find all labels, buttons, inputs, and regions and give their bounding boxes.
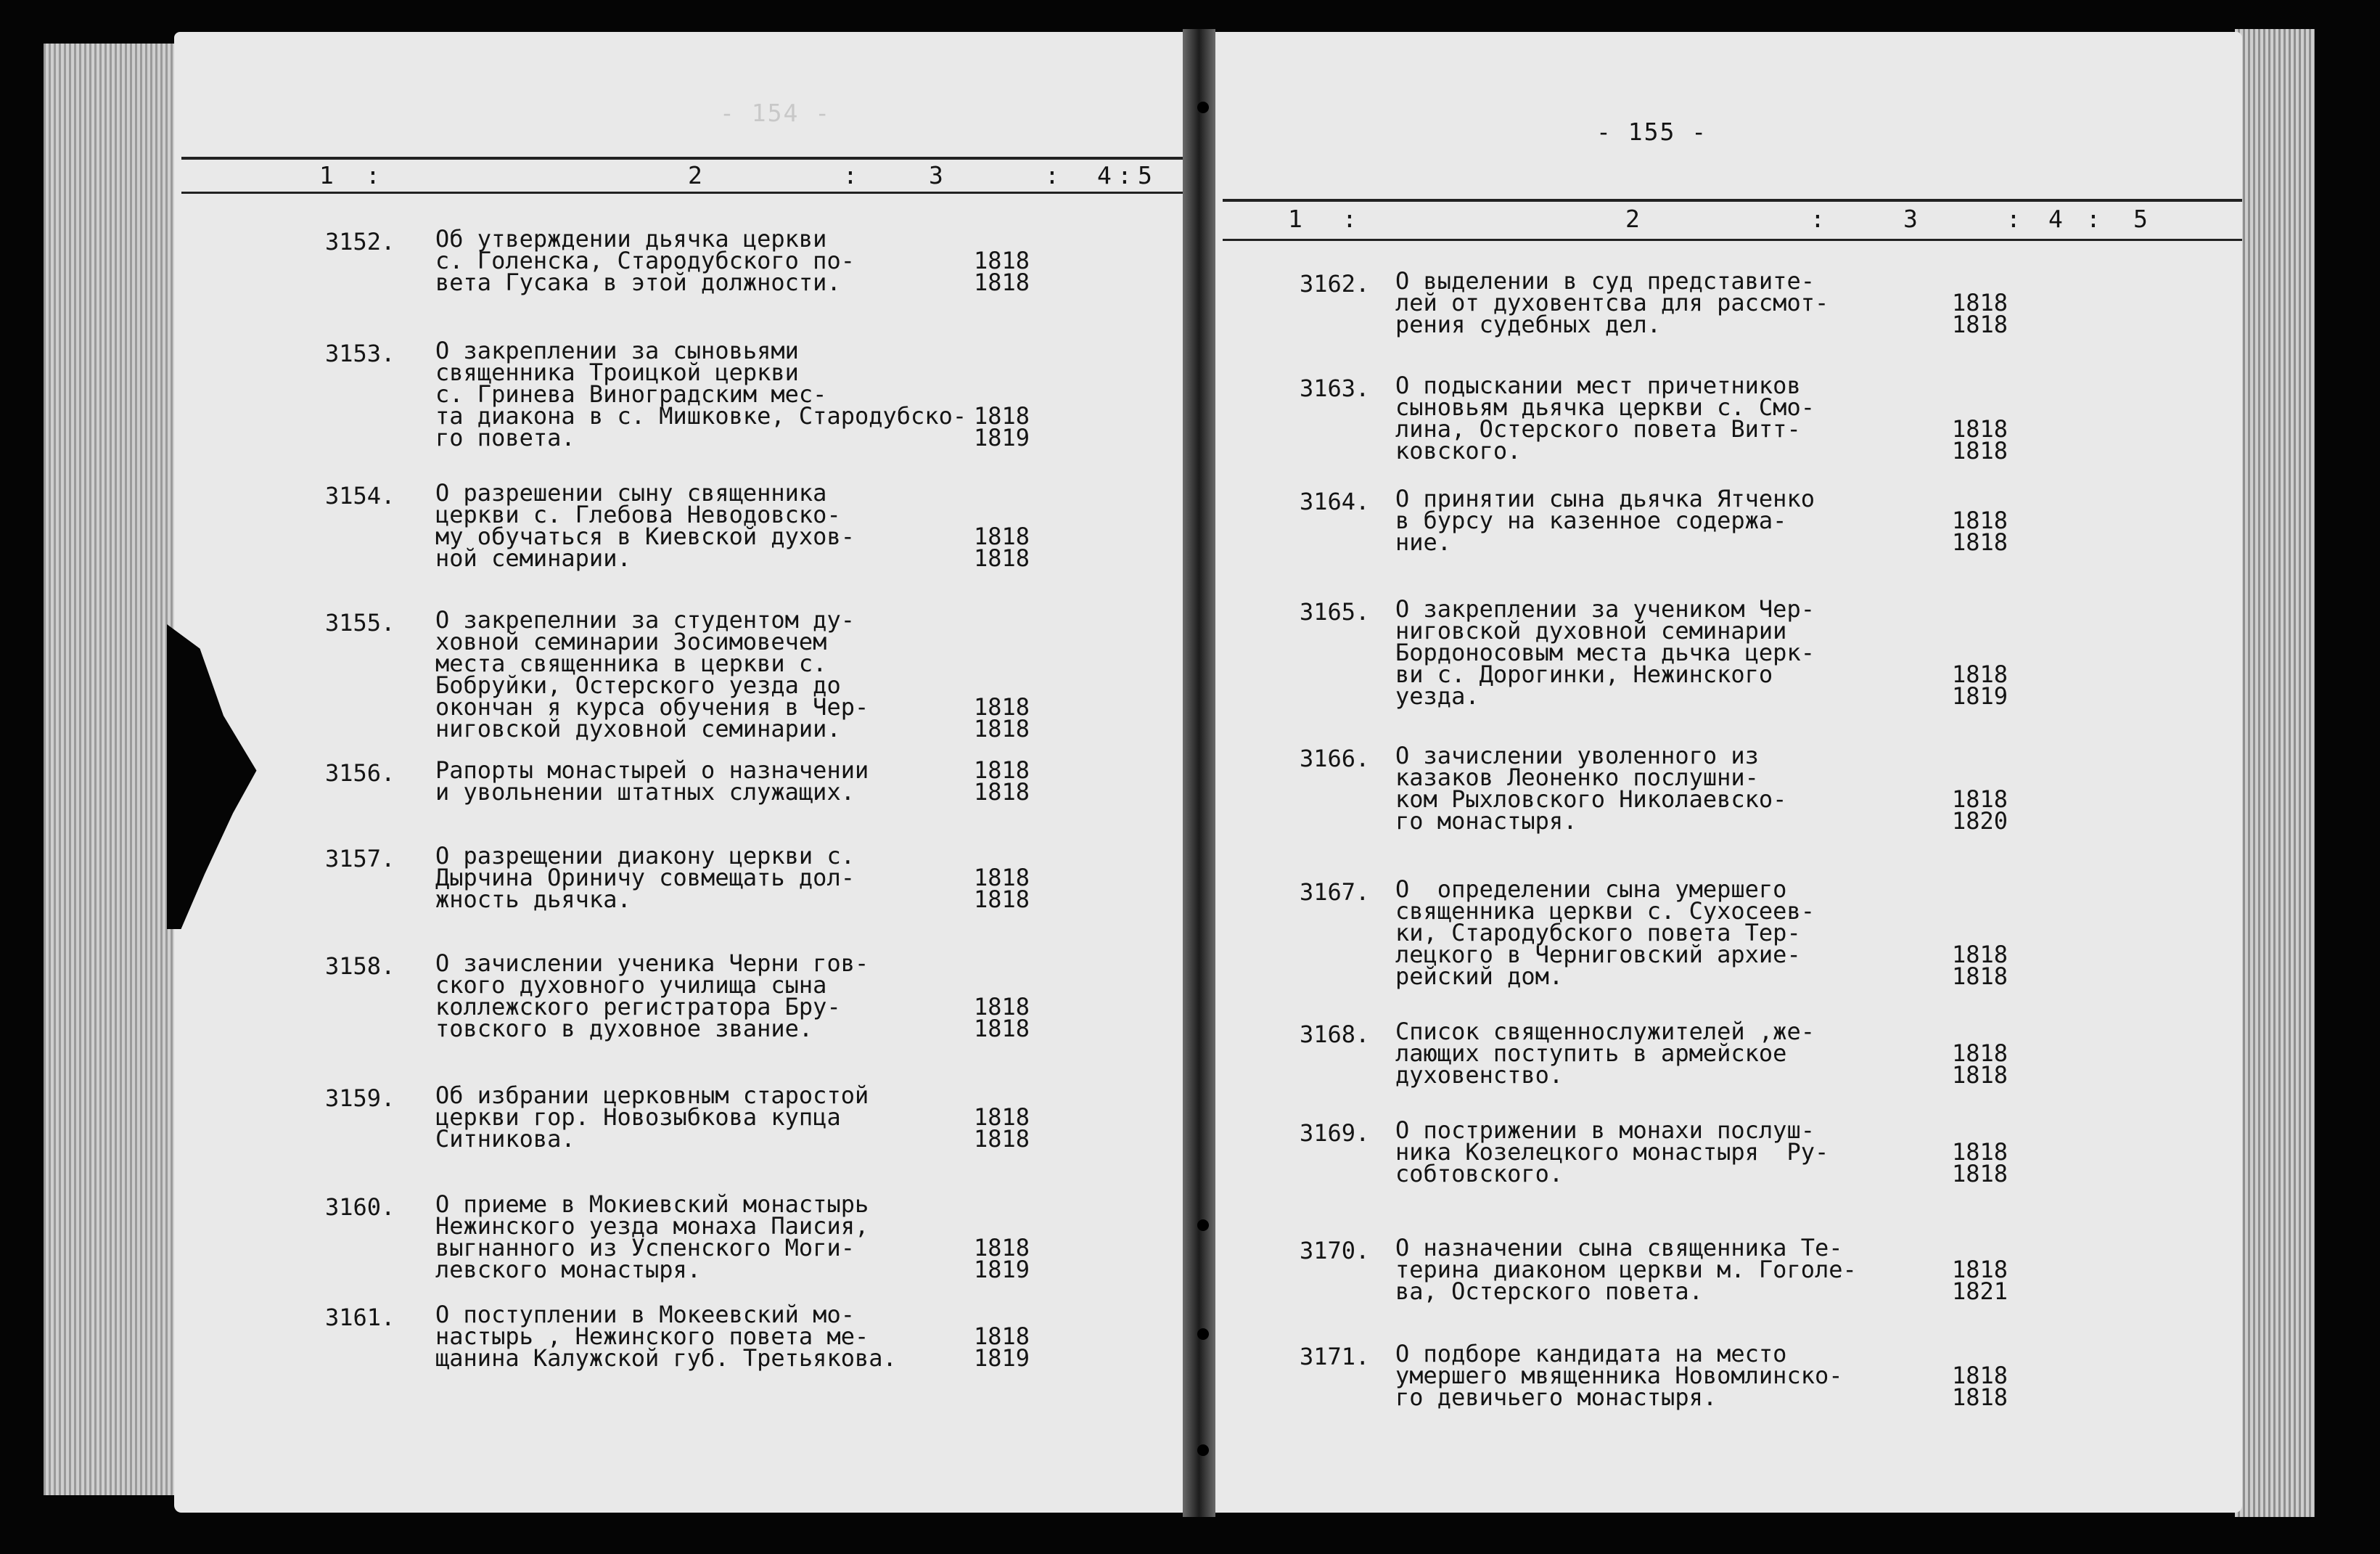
entry-text-line: лающих поступить в армейское <box>1395 1039 1787 1067</box>
entry-start-year: 1818 <box>974 693 1030 721</box>
entry-start-year: 1818 <box>974 523 1030 550</box>
entry-text-line: ви с. Дорогинки, Нежинского <box>1395 661 1773 688</box>
entry-number: 3154. <box>325 482 395 510</box>
entry-text-line: священника Троицкой церкви <box>435 359 799 386</box>
column-header-3: 3 <box>1903 205 1918 233</box>
register-entry <box>325 1081 1061 1157</box>
entry-text-line: ского духовного училища сына <box>435 971 827 999</box>
entry-start-year: 1818 <box>974 1322 1030 1350</box>
entry-start-year: 1818 <box>1952 1256 2008 1283</box>
book-gutter <box>1183 29 1215 1517</box>
entry-end-year: 1818 <box>974 1125 1030 1153</box>
entry-text-line: О закреплении за сыновьями <box>435 337 799 364</box>
binding-hole <box>1197 1444 1209 1456</box>
entry-text-line: О зачислении ученика Черни гов- <box>435 949 869 977</box>
register-entry <box>1300 742 2039 839</box>
entry-number: 3162. <box>1300 270 1370 298</box>
entry-end-year: 1819 <box>974 1344 1030 1372</box>
entry-start-year: 1818 <box>1952 1138 2008 1166</box>
entry-text-line: рейский дом. <box>1395 962 1564 990</box>
entry-text-line: ние. <box>1395 528 1452 556</box>
entry-text-line: Об утверждении дьячка церкви <box>435 225 827 253</box>
header-rule-top <box>1223 199 2242 202</box>
register-entry <box>325 949 1061 1047</box>
entry-text-line: ва, Остерского повета. <box>1395 1277 1703 1305</box>
register-entry <box>1300 1234 2039 1309</box>
entry-number: 3171. <box>1300 1343 1370 1370</box>
entry-start-year: 1818 <box>974 993 1030 1021</box>
header-rule-bottom <box>181 192 1190 194</box>
entry-end-year: 1818 <box>1952 311 2008 338</box>
entry-start-year: 1818 <box>974 864 1030 891</box>
entry-text-line: О закрепелнии за студентом ду- <box>435 606 855 634</box>
entry-text-line: ки, Стародубского повета Тер- <box>1395 919 1801 946</box>
entry-start-year: 1818 <box>974 402 1030 430</box>
register-entry <box>1300 372 2039 469</box>
entry-end-year: 1821 <box>1952 1277 2008 1305</box>
entry-text-line: О выделении в суд представите- <box>1395 267 1815 295</box>
entry-number: 3166. <box>1300 745 1370 772</box>
header-rule-bottom <box>1223 239 2242 241</box>
entry-text-line: товского в духовное звание. <box>435 1015 813 1042</box>
entry-text-line: му обучаться в Киевской духов- <box>435 523 855 550</box>
header-rule-top <box>181 157 1190 160</box>
entry-start-year: 1818 <box>974 1103 1030 1131</box>
entry-text-line: ной семинарии. <box>435 544 631 572</box>
entry-number: 3167. <box>1300 878 1370 906</box>
entry-end-year: 1819 <box>974 424 1030 451</box>
entry-number: 3157. <box>325 845 395 872</box>
entry-number: 3159. <box>325 1084 395 1112</box>
entry-text-line: О разрешении сыну священника <box>435 479 827 507</box>
entry-text-line: умершего мвященника Новомлинско- <box>1395 1362 1843 1389</box>
entry-text-line: собтовского. <box>1395 1160 1564 1187</box>
register-entry <box>1300 1018 2039 1093</box>
entry-text-line: лей от духовентсва для рассмот- <box>1395 289 1829 316</box>
entry-text-line: коллежского регистратора Бру- <box>435 993 841 1021</box>
entry-start-year: 1818 <box>1952 785 2008 813</box>
entry-text-line: щанина Калужской губ. Третьякова. <box>435 1344 897 1372</box>
register-entry <box>325 479 1061 576</box>
entry-text-line: ника Козелецкого монастыря Ру- <box>1395 1138 1829 1166</box>
entry-end-year: 1818 <box>974 778 1030 806</box>
register-entry <box>325 606 1061 747</box>
column-header-2: 2 <box>688 161 702 189</box>
entry-text-line: окончан я курса обучения в Чер- <box>435 693 869 721</box>
entry-start-year: 1818 <box>1952 941 2008 968</box>
column-separator: : <box>1810 205 1825 233</box>
entry-end-year: 1818 <box>1952 962 2008 990</box>
entry-start-year: 1818 <box>974 1234 1030 1261</box>
entry-start-year: 1818 <box>1952 289 2008 316</box>
entry-start-year: 1818 <box>974 247 1030 274</box>
entry-text-line: церкви с. Глебова Неводовско- <box>435 501 841 528</box>
entry-end-year: 1818 <box>974 715 1030 743</box>
binding-hole <box>1197 1328 1209 1340</box>
entry-start-year: 1818 <box>1952 661 2008 688</box>
entry-text-line: настырь , Нежинского повета ме- <box>435 1322 869 1350</box>
entry-start-year: 1818 <box>1952 1039 2008 1067</box>
entry-text-line: го девичьего монастыря. <box>1395 1383 1718 1411</box>
left-page <box>174 32 1190 1513</box>
column-separator: : <box>2086 205 2101 233</box>
register-entry <box>325 1301 1061 1376</box>
page-number: - 154 - <box>720 99 832 127</box>
entry-text-line: О закреплении за учеником Чер- <box>1395 595 1815 623</box>
entry-number: 3168. <box>1300 1021 1370 1048</box>
entry-text-line: Рапорты монастырей о назначении <box>435 756 869 784</box>
entry-text-line: О назначении сына священника Те- <box>1395 1234 1843 1261</box>
binding-hole <box>1197 102 1209 113</box>
entry-text-line: та диакона в с. Мишковке, Стародубско- <box>435 402 967 430</box>
entry-text-line: терина диаконом церкви м. Гоголе- <box>1395 1256 1857 1283</box>
entry-text-line: церкви гор. Новозыбкова купца <box>435 1103 841 1131</box>
left-page-stack <box>44 44 181 1495</box>
entry-text-line: го монастыря. <box>1395 807 1577 835</box>
entry-end-year: 1819 <box>974 1256 1030 1283</box>
entry-end-year: 1819 <box>1952 682 2008 710</box>
entry-number: 3153. <box>325 340 395 367</box>
column-header-5: 5 <box>1138 161 1152 189</box>
column-separator: : <box>1117 161 1132 189</box>
entry-text-line: ковского. <box>1395 437 1522 465</box>
column-separator: : <box>843 161 858 189</box>
entry-start-year: 1818 <box>974 756 1030 784</box>
entry-number: 3170. <box>1300 1237 1370 1264</box>
entry-start-year: 1818 <box>1952 507 2008 534</box>
entry-text-line: жность дьячка. <box>435 886 631 913</box>
entry-text-line: выгнанного из Успенского Моги- <box>435 1234 855 1261</box>
entry-number: 3160. <box>325 1193 395 1221</box>
entry-start-year: 1818 <box>1952 1362 2008 1389</box>
entry-end-year: 1818 <box>974 886 1030 913</box>
column-header-1: 1 <box>1288 205 1302 233</box>
entry-text-line: О подборе кандидата на место <box>1395 1340 1787 1367</box>
register-entry <box>325 337 1061 456</box>
entry-number: 3165. <box>1300 598 1370 626</box>
entry-text-line: сыновьям дьячка церкви с. Смо- <box>1395 393 1815 421</box>
column-header-5: 5 <box>2133 205 2148 233</box>
entry-text-line: Нежинского уезда монаха Паисия, <box>435 1212 869 1240</box>
entry-text-line: и увольнении штатных служащих. <box>435 778 855 806</box>
entry-text-line: ком Рыхловского Николаевско- <box>1395 785 1787 813</box>
entry-text-line: О подыскании мест причетников <box>1395 372 1801 399</box>
entry-text-line: места священника в церкви с. <box>435 650 827 677</box>
entry-text-line: уезда. <box>1395 682 1480 710</box>
entry-text-line: Дырчина Ориничу совмещать дол- <box>435 864 855 891</box>
page-number: - 155 - <box>1596 118 1708 146</box>
entry-text-line: ниговской духовной семинарии <box>1395 617 1787 645</box>
entry-text-line: с. Гринева Виноградским мес- <box>435 380 827 408</box>
register-entry <box>1300 1340 2039 1415</box>
register-entry <box>1300 1116 2039 1192</box>
entry-end-year: 1818 <box>974 544 1030 572</box>
entry-text-line: лина, Остерского повета Витт- <box>1395 415 1801 443</box>
entry-text-line: О пострижении в монахи послуш- <box>1395 1116 1815 1144</box>
entry-number: 3163. <box>1300 375 1370 402</box>
entry-number: 3169. <box>1300 1119 1370 1147</box>
entry-end-year: 1818 <box>1952 528 2008 556</box>
register-entry <box>325 756 1061 810</box>
entry-end-year: 1818 <box>974 1015 1030 1042</box>
entry-number: 3152. <box>325 228 395 255</box>
entry-text-line: в бурсу на казенное содержа- <box>1395 507 1787 534</box>
register-entry <box>1300 595 2039 714</box>
column-header-3: 3 <box>929 161 943 189</box>
entry-text-line: ниговской духовной семинарии. <box>435 715 841 743</box>
entry-end-year: 1818 <box>1952 1061 2008 1089</box>
column-separator: : <box>2006 205 2021 233</box>
entry-text-line: лецкого в Черниговский архие- <box>1395 941 1801 968</box>
column-separator: : <box>1045 161 1059 189</box>
entry-end-year: 1818 <box>974 269 1030 296</box>
entry-text-line: священника церкви с. Сухосеев- <box>1395 897 1815 925</box>
entry-start-year: 1818 <box>1952 415 2008 443</box>
entry-text-line: духовенство. <box>1395 1061 1564 1089</box>
entry-text-line: левского монастыря. <box>435 1256 702 1283</box>
register-entry <box>325 842 1061 917</box>
entry-end-year: 1818 <box>1952 437 2008 465</box>
entry-text-line: Список священнослужителей ,же- <box>1395 1018 1815 1045</box>
entry-text-line: с. Голенска, Стародубского по- <box>435 247 855 274</box>
entry-number: 3161. <box>325 1304 395 1331</box>
entry-text-line: казаков Леоненко послушни- <box>1395 764 1759 791</box>
binding-hole <box>1197 1219 1209 1231</box>
entry-text-line: Бордоносовым места дьчка церк- <box>1395 639 1815 666</box>
entry-text-line: ховной семинарии Зосимовечем <box>435 628 827 655</box>
entry-number: 3156. <box>325 759 395 787</box>
register-entry <box>325 1190 1061 1288</box>
entry-text-line: О принятии сына дьячка Ятченко <box>1395 485 1815 512</box>
column-header-4: 4 <box>1097 161 1112 189</box>
column-header-1: 1 <box>319 161 334 189</box>
entry-text-line: вета Гусака в этой должности. <box>435 269 841 296</box>
entry-end-year: 1818 <box>1952 1383 2008 1411</box>
column-header-2: 2 <box>1625 205 1640 233</box>
entry-number: 3164. <box>1300 488 1370 515</box>
entry-text-line: О разрещении диакону церкви с. <box>435 842 855 870</box>
entry-text-line: Ситникова. <box>435 1125 575 1153</box>
entry-number: 3155. <box>325 609 395 637</box>
register-entry <box>1300 267 2039 343</box>
register-entry <box>1300 485 2039 560</box>
column-header-4: 4 <box>2048 205 2063 233</box>
entry-end-year: 1820 <box>1952 807 2008 835</box>
entry-text-line: рения судебных дел. <box>1395 311 1662 338</box>
column-separator: : <box>1342 205 1357 233</box>
entry-text-line: О приеме в Мокиевский монастырь <box>435 1190 869 1218</box>
entry-end-year: 1818 <box>1952 1160 2008 1187</box>
entry-text-line: Об избрании церковным старостой <box>435 1081 869 1109</box>
entry-number: 3158. <box>325 952 395 980</box>
right-page <box>1208 32 2242 1513</box>
register-entry <box>1300 875 2039 994</box>
entry-text-line: О зачислении уволенного из <box>1395 742 1759 769</box>
right-page-stack <box>2235 29 2315 1517</box>
entry-text-line: О определении сына умершего <box>1395 875 1787 903</box>
entry-text-line: О поступлении в Мокеевский мо- <box>435 1301 855 1328</box>
entry-text-line: го повета. <box>435 424 575 451</box>
register-entry <box>325 225 1061 300</box>
entry-text-line: Бобруйки, Остерского уезда до <box>435 671 841 699</box>
column-separator: : <box>366 161 380 189</box>
